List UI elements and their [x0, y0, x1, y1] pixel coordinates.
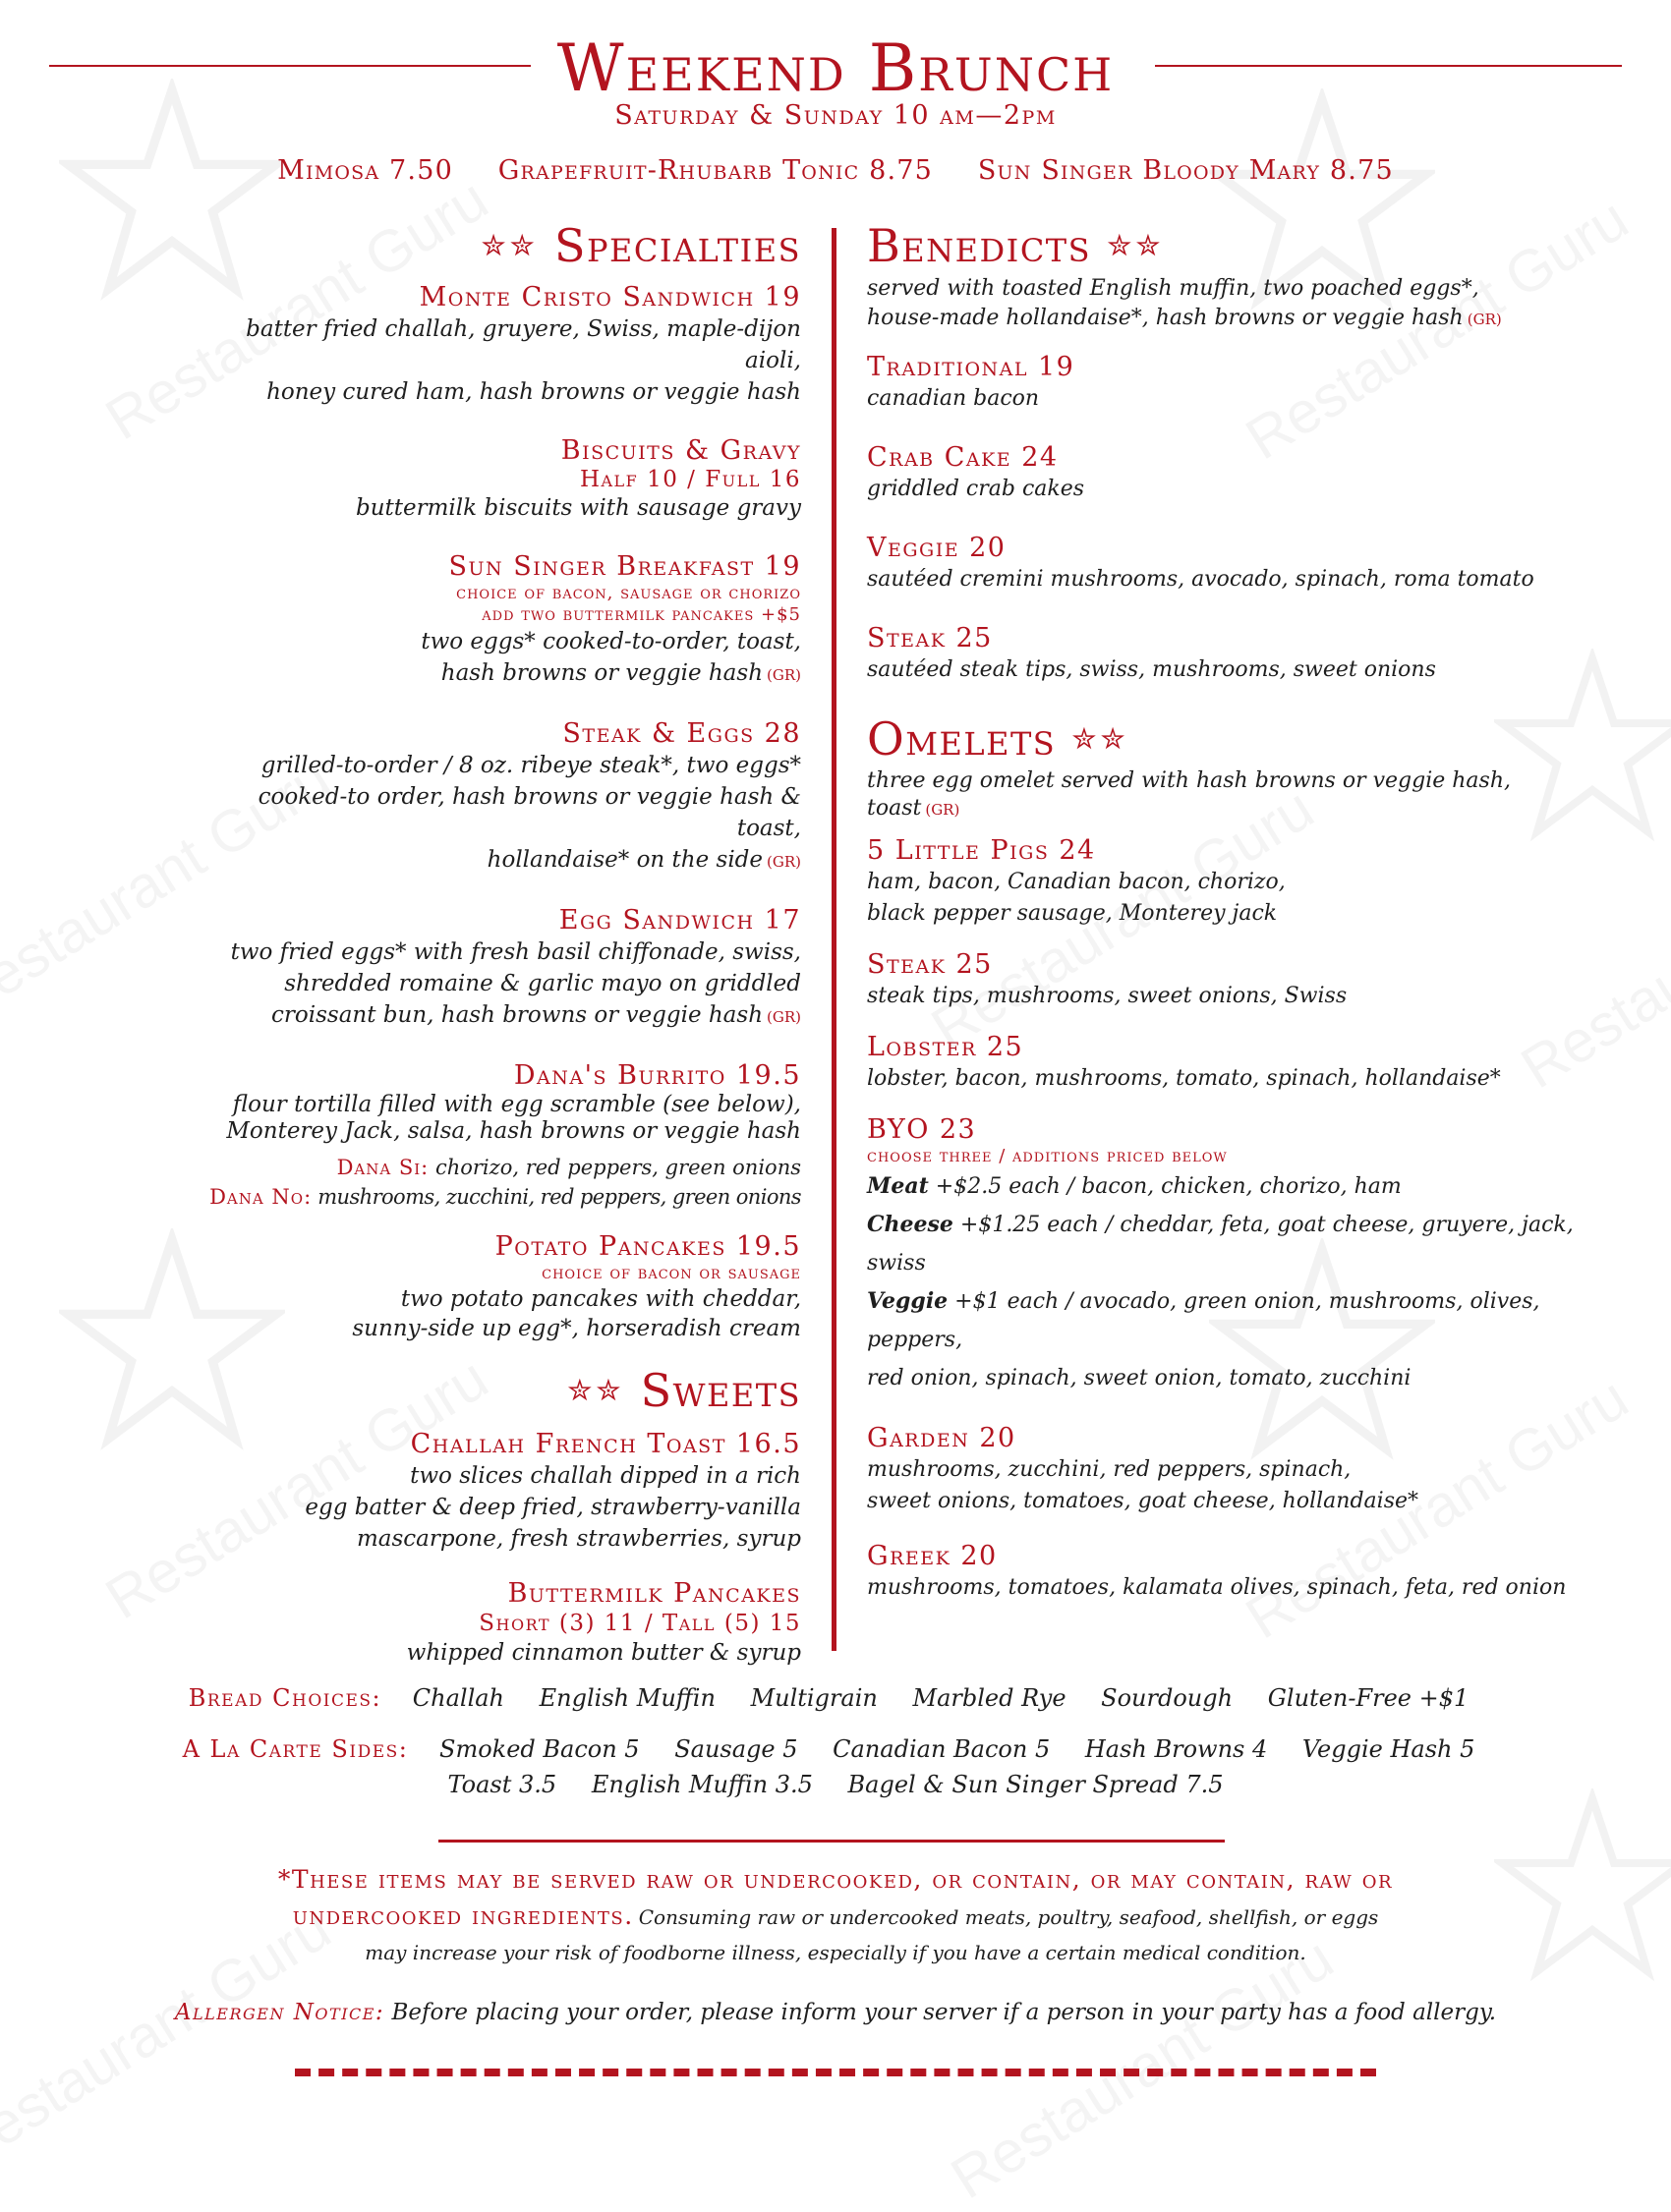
- menu-item-byo: [867, 1114, 1594, 1397]
- sweets-heading: ✮✮ Sweets: [567, 1364, 801, 1417]
- item-name: Sun Singer Breakfast: [448, 551, 755, 582]
- item-price: 19.5: [735, 1231, 801, 1262]
- item-name: Traditional: [867, 352, 1028, 382]
- byo-meat-label: Meat: [867, 1173, 929, 1199]
- drinks-row: [0, 155, 1671, 186]
- item-desc: sautéed cremini mushrooms, avocado, spinach, roma tomato: [867, 567, 1534, 592]
- item-name: Steak: [867, 623, 947, 653]
- drink-item: Mimosa 7.50: [277, 155, 453, 186]
- item-sub: choose three / additions priced below: [867, 1146, 1228, 1166]
- menu-item: [867, 1541, 1594, 1604]
- byo-cheese-label: Cheese: [867, 1212, 953, 1237]
- item-name: Potato Pancakes: [494, 1231, 726, 1262]
- item-name: Steak: [867, 949, 947, 980]
- menu-item: [197, 435, 801, 524]
- bread-option: Marbled Rye: [912, 1684, 1066, 1712]
- side-item: Sausage 5: [674, 1735, 798, 1763]
- sides-row: [0, 1735, 1671, 1763]
- column-divider: [832, 228, 836, 1651]
- bread-option: Gluten-Free +$1: [1267, 1684, 1469, 1712]
- menu-item: [867, 623, 1594, 686]
- item-desc: batter fried challah, gruyere, Swiss, maple-dijon aioli,: [246, 316, 801, 373]
- omelets-intro: three egg omelet served with hash browns or veggie hash, toast: [867, 768, 1511, 821]
- bread-option: Multigrain: [750, 1684, 878, 1712]
- item-desc: Monterey Jack, salsa, hash browns or veggie hash: [226, 1118, 801, 1144]
- item-sub: choice of bacon or sausage: [542, 1263, 801, 1283]
- item-desc: two eggs* cooked-to-order, toast,: [421, 629, 801, 654]
- item-desc: black pepper sausage, Monterey jack: [867, 901, 1278, 926]
- byo-veggie-label: Veggie: [867, 1288, 949, 1314]
- item-desc: mascarpone, fresh strawberries, syrup: [356, 1526, 801, 1552]
- item-name: Veggie: [867, 533, 960, 563]
- bread-option: Challah: [412, 1684, 505, 1712]
- right-column: [867, 218, 1594, 1604]
- gr-badge: (GR): [1467, 311, 1502, 328]
- item-name: Greek: [867, 1541, 951, 1571]
- menu-item: [197, 1578, 801, 1669]
- star-icon: ✮✮: [481, 229, 539, 263]
- drink-item: Grapefruit-Rhubarb Tonic 8.75: [497, 155, 934, 186]
- item-name: Dana's Burrito: [513, 1060, 726, 1091]
- item-name: Lobster: [867, 1032, 977, 1062]
- menu-item: [867, 442, 1594, 505]
- item-price: 19: [764, 282, 801, 312]
- item-price: 19.5: [735, 1060, 801, 1091]
- left-column: [197, 218, 801, 1669]
- item-price: 24: [1021, 442, 1059, 473]
- dashed-footer-rule: [295, 2069, 1376, 2076]
- item-name: Garden: [867, 1423, 970, 1453]
- gr-badge: (GR): [925, 801, 960, 819]
- item-price: 20: [960, 1541, 998, 1571]
- item-desc: whipped cinnamon butter & syrup: [406, 1640, 801, 1666]
- item-desc: two fried eggs* with fresh basil chiffonade, swiss,: [230, 939, 801, 965]
- menu-item: [197, 905, 801, 1033]
- side-item: Canadian Bacon 5: [833, 1735, 1051, 1763]
- item-desc: ham, bacon, Canadian bacon, chorizo,: [867, 870, 1286, 894]
- raw-food-notice: [246, 1863, 1425, 1971]
- menu-item: [197, 551, 801, 691]
- item-desc: croissant bun, hash browns or veggie hash: [271, 1002, 764, 1028]
- item-sub: Short (3) 11 / Tall (5) 15: [479, 1611, 801, 1636]
- item-desc: canadian bacon: [867, 386, 1040, 411]
- menu-item: [867, 352, 1594, 415]
- item-desc: sweet onions, tomatoes, goat cheese, hollandaise*: [867, 1489, 1418, 1513]
- byo-cheese: +$1.25 each / cheddar, feta, goat cheese, gruyere, jack, swiss: [867, 1213, 1574, 1276]
- item-price: 23: [939, 1114, 977, 1145]
- page-subtitle: Saturday & Sunday 10 am—2pm: [614, 100, 1057, 131]
- gr-badge: (GR): [767, 666, 801, 684]
- bread-option: English Muffin: [539, 1684, 716, 1712]
- item-price: 25: [955, 949, 993, 980]
- sides-row-2: [0, 1771, 1671, 1798]
- item-name: Crab Cake: [867, 442, 1012, 473]
- benedicts-intro: served with toasted English muffin, two poached eggs*,: [867, 276, 1479, 301]
- item-sub: Half 10 / Full 16: [579, 467, 801, 492]
- side-item: Veggie Hash 5: [1301, 1735, 1475, 1763]
- item-desc: steak tips, mushrooms, sweet onions, Swiss: [867, 984, 1348, 1008]
- section-rule: [438, 1840, 1225, 1843]
- dana-no-label: Dana No:: [209, 1185, 313, 1209]
- item-name: 5 Little Pigs: [867, 835, 1050, 866]
- menu-item: [867, 1423, 1594, 1517]
- item-desc: cooked-to order, hash browns or veggie hash & toast,: [258, 784, 801, 841]
- item-desc: flour tortilla filled with egg scramble (see below),: [232, 1092, 801, 1117]
- item-name: Monte Cristo Sandwich: [419, 282, 755, 312]
- byo-veggie: +$1 each / avocado, green onion, mushrooms, olives, peppers,: [867, 1289, 1540, 1352]
- specialties-heading: ✮✮ Specialties: [481, 219, 801, 272]
- allergen-notice: [0, 2000, 1671, 2025]
- item-price: 25: [986, 1032, 1024, 1062]
- dana-no-desc: mushrooms, zucchini, red peppers, green onions: [317, 1185, 801, 1209]
- menu-item: [197, 282, 801, 408]
- item-desc: sunny-side up egg*, horseradish cream: [352, 1316, 801, 1341]
- side-item: Smoked Bacon 5: [439, 1735, 640, 1763]
- bread-option: Sourdough: [1101, 1684, 1234, 1712]
- item-name: Biscuits & Gravy: [560, 435, 801, 466]
- notice-caps: *These items may be served raw or undercooked, or contain, or may contain, raw or undercooked ingredients.: [277, 1865, 1394, 1930]
- notice-line1: Consuming raw or undercooked meats, poultry, seafood, shellfish, or eggs: [638, 1905, 1379, 1929]
- menu-item: [867, 835, 1594, 930]
- side-item: Toast 3.5: [447, 1771, 557, 1798]
- dana-si-desc: chorizo, red peppers, green onions: [434, 1156, 801, 1179]
- menu-item: [867, 949, 1594, 1012]
- watermark-logo-icon: [1494, 1788, 1671, 1985]
- side-item: Bagel & Sun Singer Spread 7.5: [847, 1771, 1224, 1798]
- benedicts-heading: Benedicts ✮✮: [867, 219, 1165, 272]
- menu-item: [197, 1429, 801, 1555]
- item-price: 19: [764, 551, 801, 582]
- item-desc: hash browns or veggie hash: [440, 660, 764, 686]
- star-icon: ✮✮: [567, 1374, 625, 1408]
- byo-veggie-cont: red onion, spinach, sweet onion, tomato, zucchini: [867, 1366, 1412, 1390]
- side-item: Hash Browns 4: [1084, 1735, 1268, 1763]
- menu-item: [197, 718, 801, 878]
- item-name: BYO: [867, 1114, 930, 1145]
- notice-line2: may increase your risk of foodborne illness, especially if you have a certain medical condition.: [365, 1941, 1306, 1964]
- allergen-label: Allergen Notice:: [174, 2000, 385, 2025]
- item-desc: mushrooms, zucchini, red peppers, spinach,: [867, 1457, 1352, 1482]
- star-icon: ✮✮: [1071, 722, 1129, 757]
- page-title: Weekend Brunch: [556, 30, 1115, 106]
- item-desc: griddled crab cakes: [867, 477, 1085, 501]
- item-name: Challah French Toast: [410, 1429, 726, 1459]
- gr-badge: (GR): [767, 853, 801, 871]
- item-desc: buttermilk biscuits with sausage gravy: [355, 495, 801, 521]
- item-price: 25: [955, 623, 993, 653]
- item-price: 20: [969, 533, 1007, 563]
- item-desc: two slices challah dipped in a rich: [410, 1463, 801, 1489]
- item-desc: mushrooms, tomatoes, kalamata olives, spinach, feta, red onion: [867, 1575, 1567, 1600]
- item-sub: choice of bacon, sausage or chorizo: [456, 583, 801, 603]
- item-price: 16.5: [735, 1429, 801, 1459]
- item-price: 20: [979, 1423, 1016, 1453]
- item-name: Steak & Eggs: [562, 718, 755, 749]
- item-sub: add two buttermilk pancakes +$5: [482, 604, 801, 625]
- menu-item: [197, 1231, 801, 1343]
- menu-item: [867, 1032, 1594, 1095]
- sides-label: A La Carte Sides:: [182, 1735, 409, 1763]
- dana-si-label: Dana Si:: [336, 1156, 430, 1179]
- menu-item: [867, 533, 1594, 596]
- item-desc: lobster, bacon, mushrooms, tomato, spinach, hollandaise*: [867, 1066, 1501, 1091]
- allergen-text: Before placing your order, please inform your server if a person in your party has a food allergy.: [391, 2000, 1497, 2025]
- bread-choices-row: [0, 1684, 1671, 1712]
- byo-meat: +$2.5 each / bacon, chicken, chorizo, ham: [935, 1174, 1402, 1199]
- item-desc: grilled-to-order / 8 oz. ribeye steak*, two eggs*: [260, 753, 801, 778]
- item-desc: honey cured ham, hash browns or veggie hash: [266, 379, 801, 405]
- gr-badge: (GR): [767, 1008, 801, 1026]
- item-price: 24: [1059, 835, 1096, 866]
- benedicts-intro: house-made hollandaise*, hash browns or veggie hash: [867, 306, 1464, 330]
- bread-label: Bread Choices:: [188, 1684, 382, 1712]
- drink-item: Sun Singer Bloody Mary 8.75: [977, 155, 1394, 186]
- item-desc: sautéed steak tips, swiss, mushrooms, sweet onions: [867, 657, 1436, 682]
- star-icon: ✮✮: [1107, 229, 1165, 263]
- omelets-heading: Omelets ✮✮: [867, 712, 1129, 766]
- item-desc: hollandaise* on the side: [487, 847, 764, 873]
- item-name: Buttermilk Pancakes: [507, 1578, 801, 1609]
- item-desc: two potato pancakes with cheddar,: [400, 1286, 801, 1312]
- item-name: Egg Sandwich: [558, 905, 755, 936]
- item-desc: egg batter & deep fried, strawberry-vanilla: [305, 1495, 801, 1520]
- item-desc: shredded romaine & garlic mayo on griddled: [284, 971, 801, 996]
- item-price: 28: [764, 718, 801, 749]
- side-item: English Muffin 3.5: [591, 1771, 813, 1798]
- item-price: 19: [1038, 352, 1075, 382]
- item-price: 17: [764, 905, 801, 936]
- menu-item: [197, 1060, 801, 1212]
